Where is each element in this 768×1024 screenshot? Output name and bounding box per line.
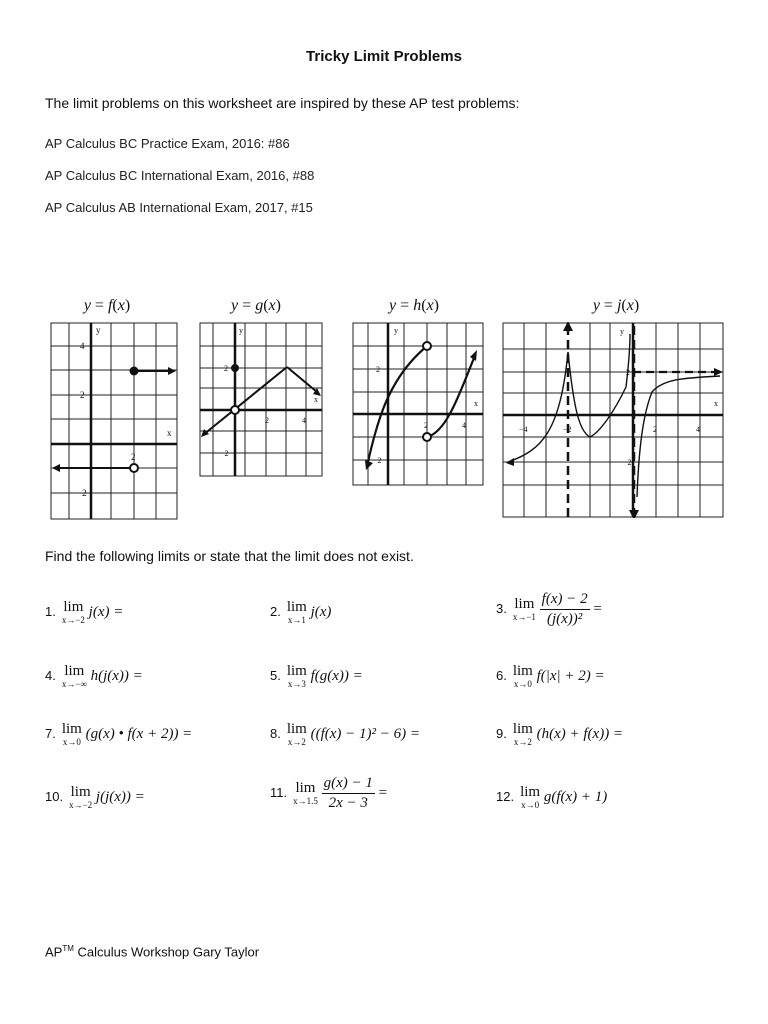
problem-8: 8. lim x→2 ((f(x) − 1)² − 6) = [270,721,421,747]
graph-j-tick-x-4: −4 [519,425,528,434]
graph-j-tick-y-2: −2 [623,458,632,467]
graph-f-tick-y4: 4 [80,341,85,351]
graph-g-tick-x4: 4 [302,416,306,425]
graph-h-tick-x2: 2 [424,421,428,430]
graph-h-tick-y2: 2 [376,365,380,374]
graph-f-axis-x: x [167,428,172,438]
problem-2: 2. lim x→1 j(x) [270,599,332,625]
graph-g-tick-y2: 2 [224,364,228,373]
graph-f-tick-x2: 2 [131,452,136,462]
graph-j-tick-y2: 2 [626,368,630,377]
graph-f [50,322,178,520]
problem-4: 4. lim x→−∞ h(j(x)) = [45,663,143,689]
graph-j-tick-x4: 4 [696,425,700,434]
graph-j [502,322,724,518]
graph-g-tick-x2: 2 [265,416,269,425]
problem-12: 12. lim x→0 g(f(x) + 1) [496,784,608,810]
graph-j-tick-x2: 2 [653,425,657,434]
instructions: Find the following limits or state that the limit does not exist. [45,548,414,564]
source-1: AP Calculus BC Practice Exam, 2016: #86 [45,136,290,151]
problem-6: 6. lim x→0 f(|x| + 2) = [496,663,605,689]
graph-j-label: y = j(x) [592,297,640,314]
graph-h-axis-x: x [474,399,478,408]
problem-11: 11. lim x→1.5 $\frac{g(x) - 1}{2x - 3}$ = [270,775,388,811]
graph-g [199,322,323,477]
graph-j-axis-x: x [714,399,718,408]
graph-h-tick-x4: 4 [462,421,466,430]
graph-f-label: y = f(x) [83,297,131,314]
graph-g-axis-y: y [239,326,243,335]
source-3: AP Calculus AB International Exam, 2017, #15 [45,200,313,215]
problem-1: 1. lim x→−2 j(x) = [45,599,124,625]
source-2: AP Calculus BC International Exam, 2016, #88 [45,168,315,183]
graph-j-tick-x-2: −2 [563,425,572,434]
graph-g-tick-y-2: −2 [220,449,229,458]
graph-f-tick-y2: 2 [80,390,85,400]
graph-g-label: y = g(x) [231,297,281,314]
problem-5: 5. lim x→3 f(g(x)) = [270,663,363,689]
graph-h-tick-y-2: −2 [373,456,382,465]
problem-7: 7. lim x→0 (g(x) • f(x + 2)) = [45,721,193,747]
graph-h-label: y = h(x) [389,297,439,314]
intro-text: The limit problems on this worksheet are inspired by these AP test problems: [45,95,520,111]
problem-9: 9. lim x→2 (h(x) + f(x)) = [496,721,624,747]
graph-g-axis-x: x [314,395,318,404]
graph-j-axis-y: y [620,327,624,336]
problem-3: 3. lim x→−1 $\frac{f(x) - 2}{\text{(j(x))²}}$ = [496,591,602,627]
graph-h-axis-y: y [394,326,398,335]
problem-10: 10. lim x→−2 j(j(x)) = [45,784,145,810]
graph-f-tick-y-2: −2 [77,488,87,498]
graph-h [352,322,484,486]
page-title: Tricky Limit Problems [306,48,462,65]
graph-f-axis-y: y [96,325,101,335]
footer: AP™ Calculus Workshop Gary Taylor [45,944,260,960]
